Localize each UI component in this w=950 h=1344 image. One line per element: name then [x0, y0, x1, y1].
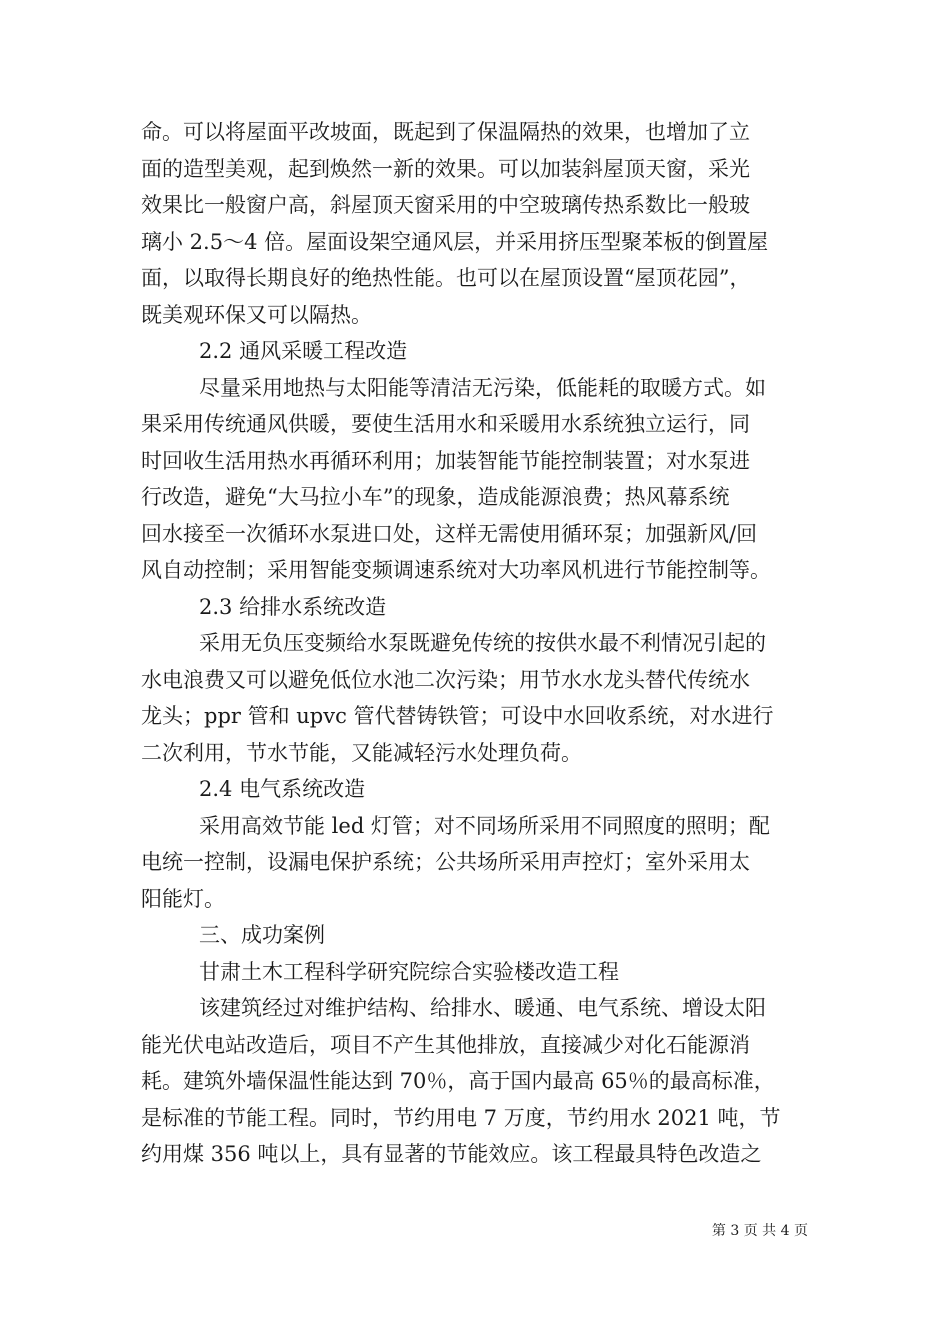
text-line: 果采用传统通风供暖，要使生活用水和采暖用水系统独立运行，同	[141, 412, 750, 436]
text-line: 能光伏电站改造后，项目不产生其他排放，直接减少对化石能源消	[141, 1032, 750, 1057]
text-line: 2.3 给排水系统改造	[199, 594, 387, 619]
text-line: 耗。建筑外墙保温性能达到 70％，高于国内最高 65％的最高标准，	[141, 1069, 775, 1093]
text-line: 是标准的节能工程。同时，节约用电 7 万度，节约用水 2021 吨，节	[141, 1105, 781, 1130]
text-line: 既美观环保又可以隔热。	[141, 302, 372, 327]
text-line: 甘肃土木工程科学研究院综合实验楼改造工程	[199, 959, 619, 984]
text-line: 该建筑经过对维护结构、给排水、暖通、电气系统、增设太阳	[199, 996, 766, 1020]
text-line: 风自动控制；采用智能变频调速系统对大功率风机进行节能控制等。	[141, 558, 771, 582]
text-line: 回水接至一次循环水泵进口处，这样无需使用循环泵；加强新风/回	[141, 521, 758, 546]
text-line: 约用煤 356 吨以上，具有显著的节能效应。该工程最具特色改造之	[141, 1142, 762, 1166]
text-line: 龙头；ppr 管和 upvc 管代替铸铁管；可设中水回收系统，对水进行	[141, 704, 774, 728]
text-line: 电统一控制，设漏电保护系统；公共场所采用声控灯；室外采用太	[141, 850, 750, 874]
text-line: 2.2 通风采暖工程改造	[199, 339, 408, 363]
text-line: 时回收生活用热水再循环利用；加装智能节能控制装置；对水泵进	[141, 448, 750, 473]
text-line: 水电浪费又可以避免低位水池二次污染；用节水水龙头替代传统水	[141, 667, 750, 692]
text-line: 行改造，避免“大马拉小车”的现象，造成能源浪费；热风幕系统	[141, 485, 730, 509]
text-line: 璃小 2.5～4 倍。屋面设架空通风层，并采用挤压型聚苯板的倒置屋	[141, 229, 769, 254]
text-line: 三、成功案例	[199, 923, 325, 947]
text-line: 命。可以将屋面平改坡面，既起到了保温隔热的效果，也增加了立	[141, 120, 750, 144]
text-line: 2.4 电气系统改造	[199, 777, 366, 801]
text-line: 面的造型美观，起到焕然一新的效果。可以加装斜屋顶天窗，采光	[141, 156, 750, 181]
text-line: 面，以取得长期良好的绝热性能。也可以在屋顶设置“屋顶花园”，	[141, 266, 751, 290]
text-line: 阳能灯。	[141, 886, 225, 911]
text-line: 采用无负压变频给水泵既避免传统的按供水最不利情况引起的	[199, 631, 766, 655]
text-line: 效果比一般窗户高，斜屋顶天窗采用的中空玻璃传热系数比一般玻	[141, 193, 750, 217]
page-number: 第 3 页 共 4 页	[711, 1223, 808, 1239]
text-line: 二次利用，节水节能，又能减轻污水处理负荷。	[141, 740, 582, 765]
text-line: 采用高效节能 led 灯管；对不同场所采用不同照度的照明；配	[199, 813, 770, 838]
text-line: 尽量采用地热与太阳能等清洁无污染，低能耗的取暖方式。如	[199, 375, 766, 400]
document-body	[141, 114, 821, 1173]
